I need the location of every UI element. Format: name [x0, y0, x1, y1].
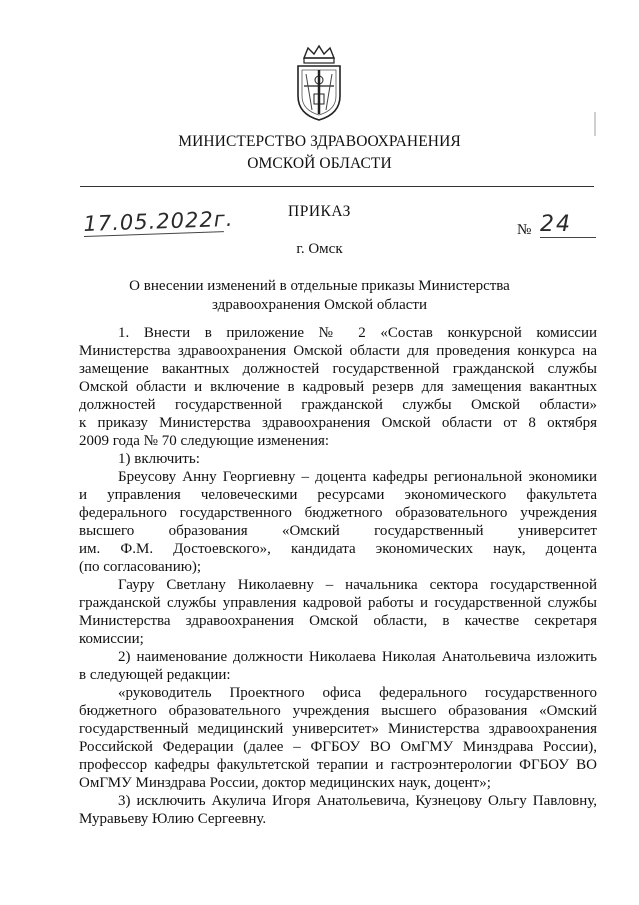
order-date-handwritten: 17.05.2022г.	[83, 206, 234, 237]
body-line: и управления человеческими ресурсами экономического факультета	[79, 487, 597, 503]
body-line: гражданской службы управления кадровой работы и государственной службы	[79, 595, 597, 611]
order-number-label: №	[517, 222, 532, 238]
body-line: Министерства здравоохранения Омской области для проведения конкурса на	[79, 343, 597, 359]
body-line: бюджетного образовательного учреждения высшего образования «Омский	[79, 703, 597, 719]
body-line: Гауру Светлану Николаевну – начальника сектора государственной	[118, 577, 597, 593]
body-line: им. Ф.М. Достоевского», кандидата экономических наук, доцента	[79, 541, 597, 557]
ministry-name-line1: МИНИСТЕРСТВО ЗДРАВООХРАНЕНИЯ	[178, 133, 461, 150]
body-line: ОмГМУ Минздрава России, доктор медицинских наук, доцент»;	[79, 775, 491, 791]
body-line: Российской Федерации (далее – ФГБОУ ВО ОмГМУ Минздрава России),	[79, 739, 597, 755]
body-line: 2009 года № 70 следующие изменения:	[79, 433, 330, 449]
order-subject-line2: здравоохранения Омской области	[211, 297, 428, 313]
body-line: государственный медицинский университет» Министерства здравоохранения	[79, 721, 597, 737]
body-line: к приказу Министерства здравоохранения Омской области от 8 октября	[79, 415, 597, 431]
header-divider	[80, 186, 594, 187]
body-line: Бреусову Анну Георгиевну – доцента кафедры региональной экономики	[118, 469, 597, 485]
body-line: в следующей редакции:	[79, 667, 231, 683]
body-line: Омской области и включение в кадровый резерв для замещения вакантных	[79, 379, 597, 395]
body-line: должностей государственной гражданской службы Омской области»	[79, 397, 597, 413]
body-line: 2) наименование должности Николаева Николая Анатольевича изложить	[118, 649, 597, 665]
body-line: 1. Внести в приложение № 2 «Состав конкурсной комиссии	[118, 325, 597, 341]
body-line: (по согласованию);	[79, 559, 202, 575]
order-number-handwritten: 24	[540, 212, 596, 238]
omsk-coat-of-arms-icon	[290, 44, 348, 122]
document-type-title: ПРИКАЗ	[288, 203, 351, 220]
body-line: 3) исключить Акулича Игоря Анатольевича, Кузнецову Ольгу Павловну,	[118, 793, 597, 809]
body-line: 1) включить:	[118, 451, 200, 467]
body-line: высшего образования «Омский государственный университет	[79, 523, 597, 539]
ministry-name-line2: ОМСКОЙ ОБЛАСТИ	[247, 155, 392, 172]
order-subject-line1: О внесении изменений в отдельные приказы Министерства	[129, 278, 510, 294]
body-line: замещение вакантных должностей государственной гражданской службы	[79, 361, 597, 377]
city-label: г. Омск	[296, 241, 343, 257]
body-line: Муравьеву Юлию Сергеевну.	[79, 811, 267, 827]
body-line: комиссии;	[79, 631, 144, 647]
body-line: федерального государственного бюджетного образовательного учреждения	[79, 505, 597, 521]
body-line: профессор кафедры факультетской терапии и гастроэнтерологии ФГБОУ ВО	[79, 757, 597, 773]
body-line: «руководитель Проектного офиса федерального государственного	[118, 685, 597, 701]
body-line: Министерства здравоохранения Омской области, в качестве секретаря	[79, 613, 597, 629]
